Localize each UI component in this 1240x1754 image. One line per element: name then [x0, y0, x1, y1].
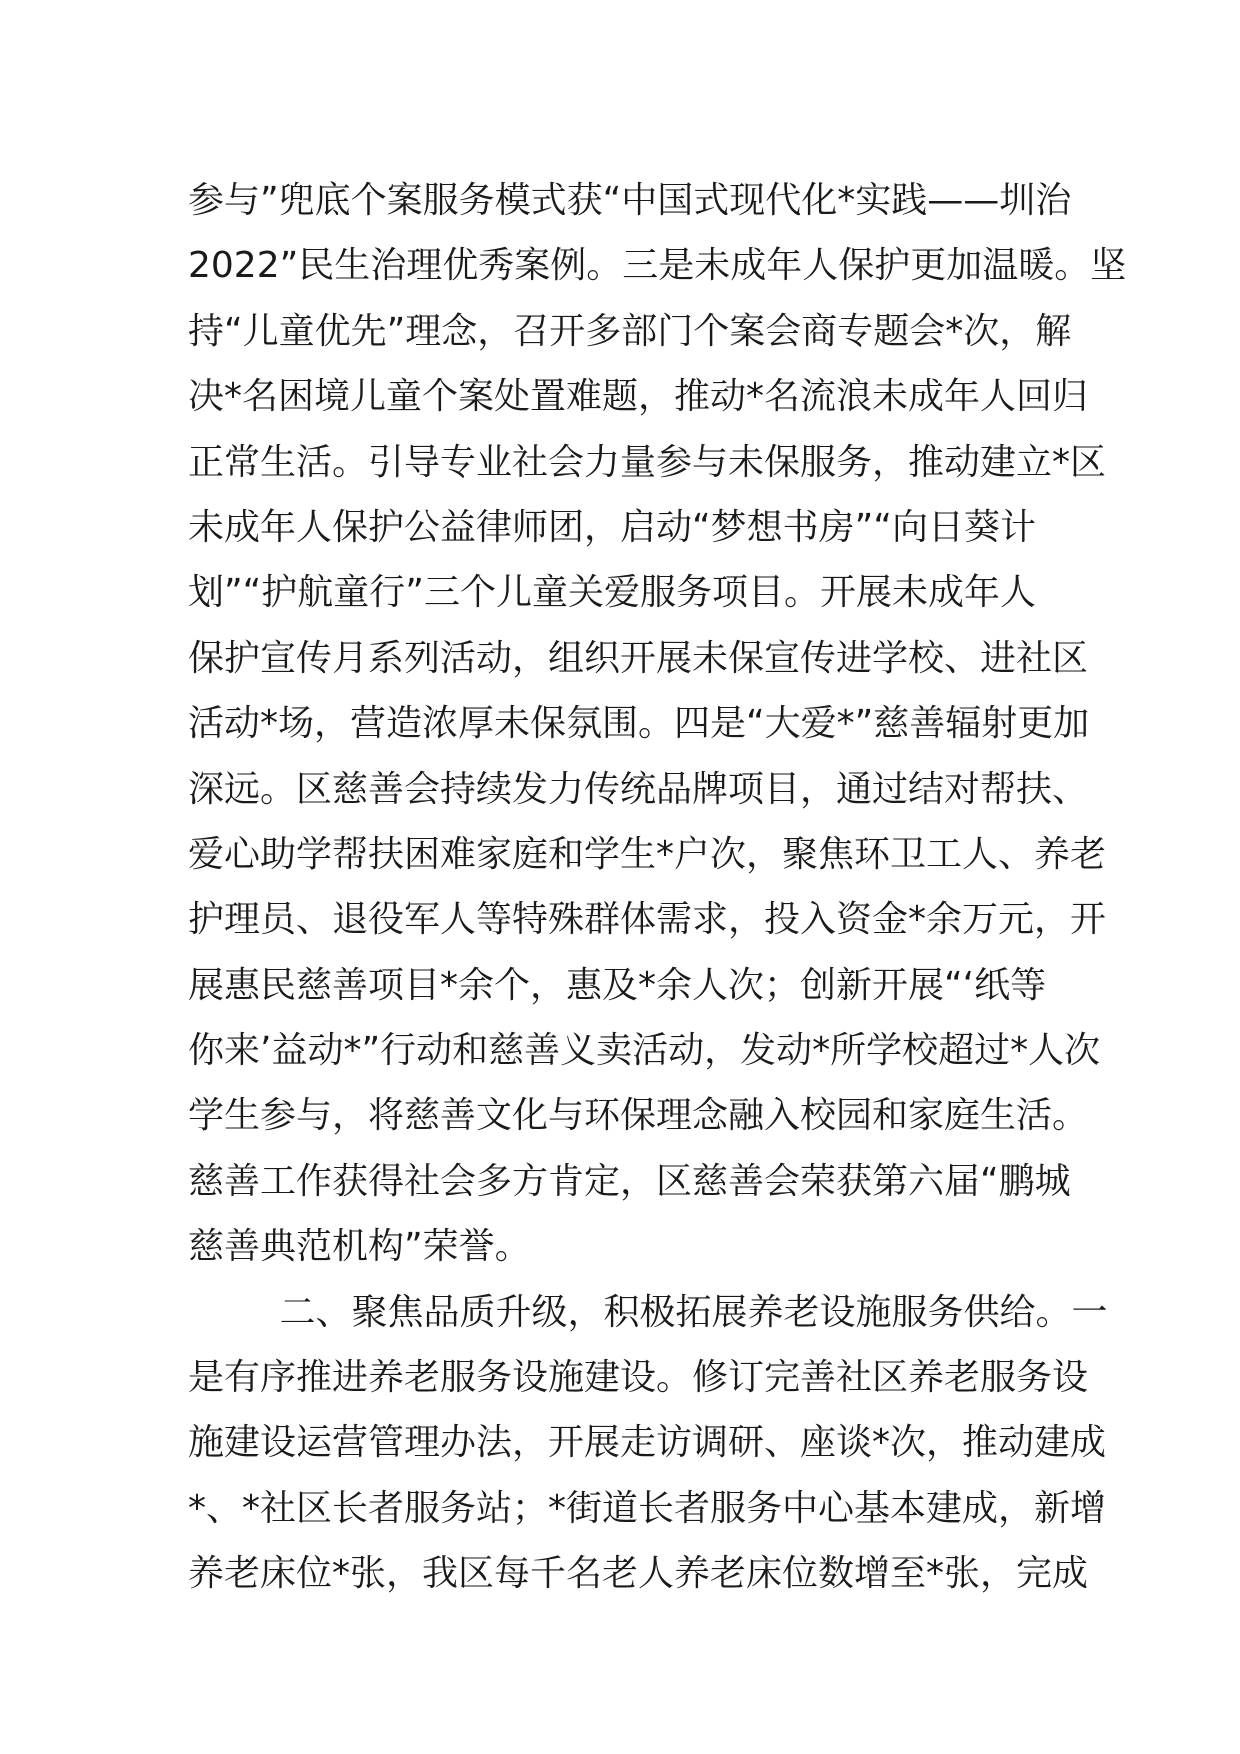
- text-line-19: 是有序推进养老服务设施建设。修订完善社区养老服务设: [188, 1357, 1089, 1399]
- text-line-14: 你来’益动*”行动和慈善义卖活动，发动*所学校超过*人次: [188, 1030, 1101, 1072]
- text-line-8: 保护宣传月系列活动，组织开展未保宣传进学校、进社区: [188, 637, 1089, 679]
- text-line-15: 学生参与，将慈善文化与环保理念融入校园和家庭生活。: [188, 1095, 1089, 1137]
- text-line-2: 2022”民生治理优秀案例。三是未成年人保护更加温暖。坚: [188, 245, 1127, 287]
- text-line-4: 决*名困境儿童个案处置难题，推动*名流浪未成年人回归: [188, 376, 1089, 418]
- text-line-20: 施建设运营管理办法，开展走访调研、座谈*次，推动建成: [188, 1422, 1107, 1464]
- text-line-17: 慈善典范机构”荣誉。: [188, 1226, 531, 1268]
- text-line-6: 未成年人保护公益律师团，启动“梦想书房”“向日葵计: [188, 506, 1036, 548]
- text-line-12: 护理员、退役军人等特殊群体需求，投入资金*余万元，开: [188, 899, 1107, 941]
- body-text: [188, 168, 1127, 1607]
- text-line-10: 深远。区慈善会持续发力传统品牌项目，通过结对帮扶、: [188, 768, 1089, 810]
- text-line-21: *、*社区长者服务站；*街道长者服务中心基本建成，新增: [188, 1487, 1107, 1529]
- text-line-9: 活动*场，营造浓厚未保氛围。四是“大爱*”慈善辐射更加: [188, 703, 1090, 745]
- text-line-3: 持“儿童优先”理念，召开多部门个案会商专题会*次，解: [188, 310, 1072, 352]
- text-line-16: 慈善工作获得社会多方肯定，区慈善会荣获第六届“鹏城: [188, 1160, 1071, 1202]
- text-line-13: 展惠民慈善项目*余个，惠及*余人次；创新开展“‘纸等: [188, 964, 1047, 1006]
- section-heading-line: 二、聚焦品质升级，积极拓展养老设施服务供给。一: [188, 1291, 1108, 1333]
- text-line-7: 划”“护航童行”三个儿童关爱服务项目。开展未成年人: [188, 572, 1036, 614]
- text-line-1: 参与”兜底个案服务模式获“中国式现代化*实践——圳治: [188, 180, 1072, 221]
- text-line-5: 正常生活。引导专业社会力量参与未保服务，推动建立*区: [188, 441, 1107, 483]
- text-line-11: 爱心助学帮扶困难家庭和学生*户次，聚焦环卫工人、养老: [188, 833, 1107, 875]
- text-line-22: 养老床位*张，我区每千名老人养老床位数增至*张，完成: [188, 1553, 1089, 1595]
